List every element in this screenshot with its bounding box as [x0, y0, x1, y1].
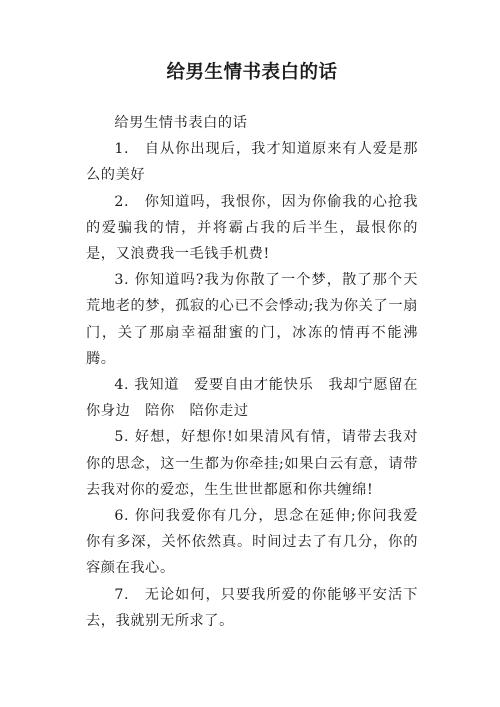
paragraph-intro: 给男生情书表白的话 [114, 115, 248, 131]
paragraph-5: 5. 好想，好想你!如果清风有情，请带去我对你的思念，这一生都为你牵挂;如果白云有意，请带去我对你的爱恋，生生世世都愿和你共缠绵! [86, 429, 418, 498]
paragraph-4: 4. 我知道 爱要自由才能快乐 我却宁愿留在你身边 陪你 陪你走过 [86, 377, 418, 420]
paragraph-7: 7. 无论如何，只要我所爱的你能够平安活下去，我就别无所求了。 [86, 586, 418, 629]
document-title: 给男生情书表白的话 [166, 62, 338, 83]
paragraph-2: 2. 你知道吗，我恨你，因为你偷我的心抢我的爱骗我的情，并将霸占我的后半生，最恨你的是，又浪费我一毛钱手机费! [86, 193, 418, 263]
paragraph-3: 3. 你知道吗?我为你散了一个梦，散了那个天荒地老的梦，孤寂的心已不会悸动;我为你关了一扇门，关了那扇幸福甜蜜的门，冰冻的情再不能沸腾。 [86, 272, 418, 367]
paragraph-6: 6. 你问我爱你有几分，思念在延伸;你问我爱你有多深，关怀依然真。时间过去了有几分，你的容颜在我心。 [86, 508, 418, 577]
document-body [86, 110, 418, 634]
paragraph-1: 1. 自从你出现后，我才知道原来有人爱是那么的美好 [86, 141, 418, 184]
